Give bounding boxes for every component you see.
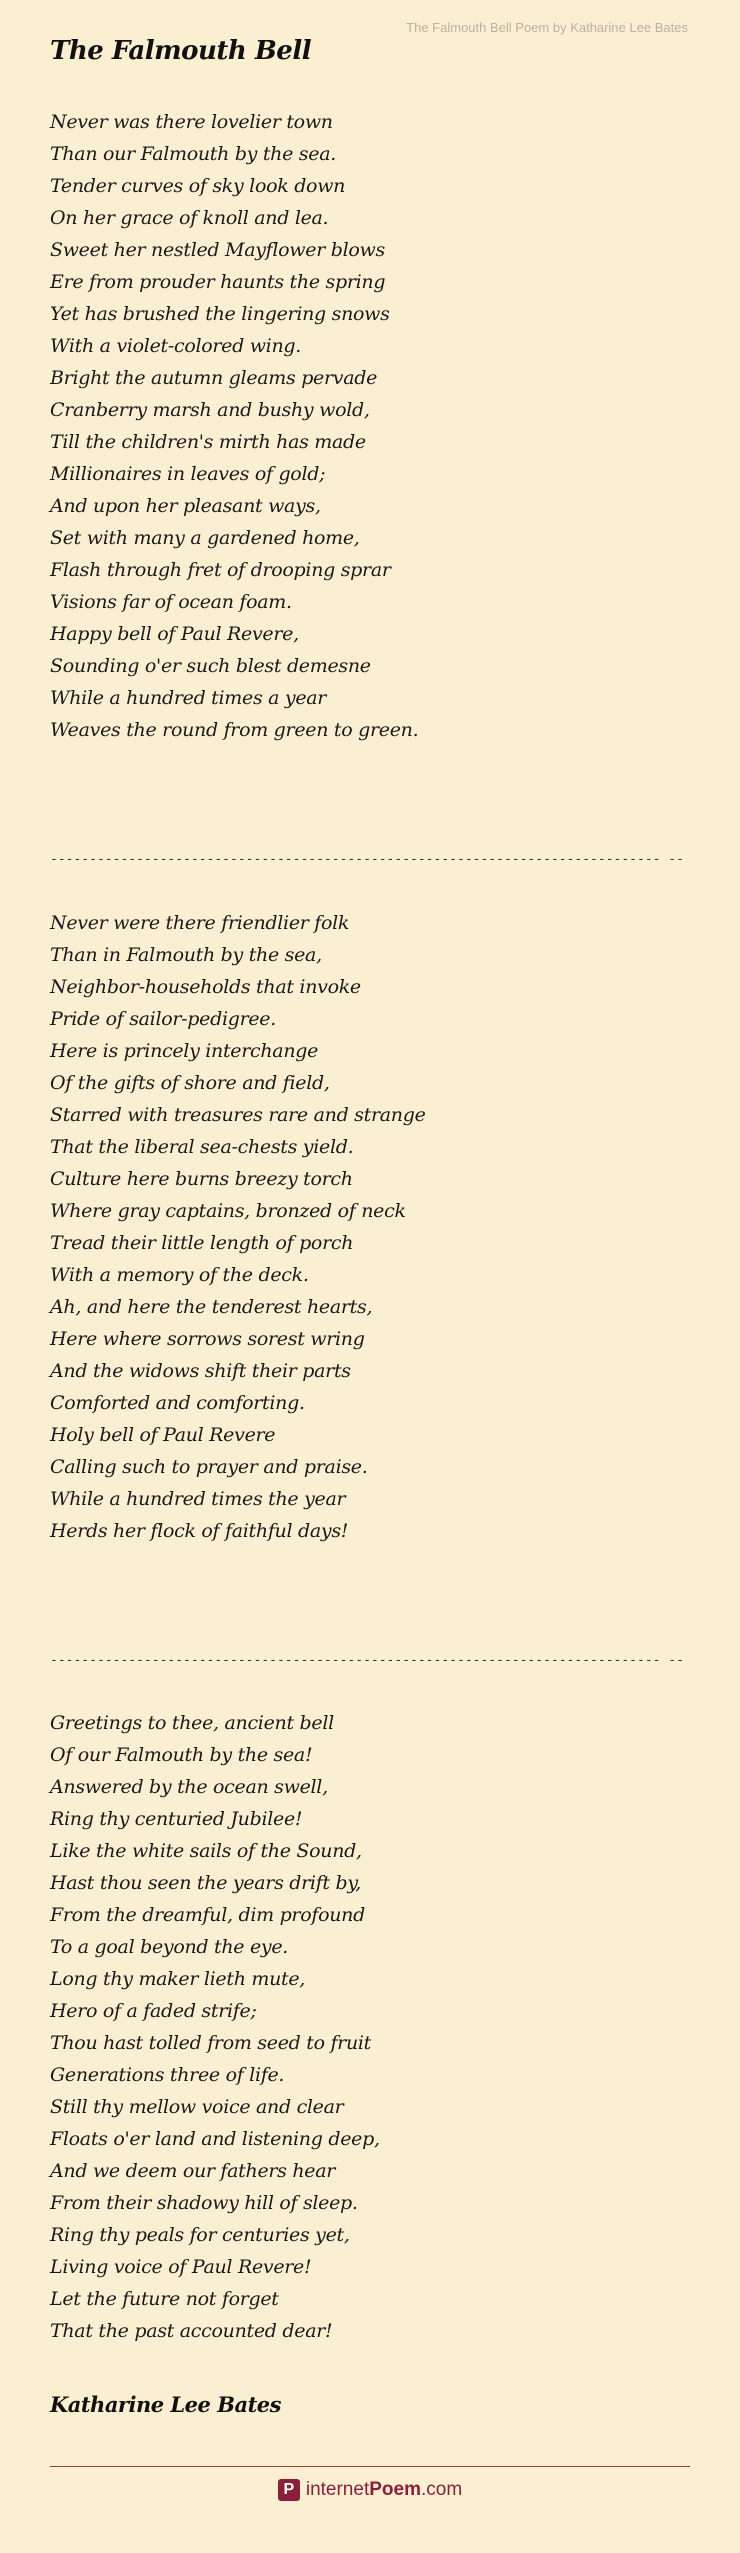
poem-line: Greetings to thee, ancient bell [50, 1712, 334, 1734]
poem-line: Ere from prouder haunts the spring [50, 271, 386, 293]
poem-line: While a hundred times a year [50, 687, 327, 709]
stanza-1 [50, 106, 690, 746]
poem-line: Cranberry marsh and bushy wold, [50, 399, 370, 421]
poem-line: That the liberal sea-chests yield. [50, 1136, 354, 1158]
poem-line: Tender curves of sky look down [50, 175, 346, 197]
poem-line: Like the white sails of the Sound, [50, 1840, 362, 1862]
watermark: The Falmouth Bell Poem by Katharine Lee Bates [406, 20, 688, 35]
poem-line: Happy bell of Paul Revere, [50, 623, 299, 645]
poem-line: Weaves the round from green to green. [50, 719, 419, 741]
poem-line: Never was there lovelier town [50, 111, 333, 133]
poem-line: Culture here burns breezy torch [50, 1168, 353, 1190]
stanza-2 [50, 907, 690, 1547]
poem-line: From the dreamful, dim profound [50, 1904, 365, 1926]
poem-line: Floats o'er land and listening deep, [50, 2128, 380, 2150]
poem-line: Sweet her nestled Mayflower blows [50, 239, 385, 261]
poem-line: Here where sorrows sorest wring [50, 1328, 365, 1350]
poem-line: Till the children's mirth has made [50, 431, 366, 453]
poem-line: Comforted and comforting. [50, 1392, 305, 1414]
poem-line: Generations three of life. [50, 2064, 285, 2086]
poem-line: Let the future not forget [50, 2288, 279, 2310]
poem-line: Ah, and here the tenderest hearts, [50, 1296, 373, 1318]
poem-line: Holy bell of Paul Revere [50, 1424, 276, 1446]
poem-line: Ring thy centuried Jubilee! [50, 1808, 303, 1830]
poem-line: Neighbor-households that invoke [50, 976, 361, 998]
poem-line: Pride of sailor-pedigree. [50, 1008, 276, 1030]
poem-line: With a violet-colored wing. [50, 335, 301, 357]
brand-text-com: .com [420, 2479, 463, 2500]
stanza-3 [50, 1707, 690, 2347]
poem-line: And we deem our fathers hear [50, 2160, 336, 2182]
poem-line: Here is princely interchange [50, 1040, 319, 1062]
poem-line: Living voice of Paul Revere! [50, 2256, 312, 2278]
poem-line: Still thy mellow voice and clear [50, 2096, 344, 2118]
poem-line: Hero of a faded strife; [50, 2000, 257, 2022]
poem-line: Flash through fret of drooping sprar [50, 559, 391, 581]
poem-line: Tread their little length of porch [50, 1232, 354, 1254]
poem-line: Thou hast tolled from seed to fruit [50, 2032, 372, 2054]
poem-line: That the past accounted dear! [50, 2320, 333, 2342]
poem-line: And upon her pleasant ways, [50, 495, 321, 517]
poem-line: With a memory of the deck. [50, 1264, 309, 1286]
poem-line: Visions far of ocean foam. [50, 591, 292, 613]
site-brand[interactable] [0, 2478, 740, 2501]
poem-line: Of our Falmouth by the sea! [50, 1744, 313, 1766]
brand-text-poem: Poem [369, 2479, 421, 2500]
poem-line: To a goal beyond the eye. [50, 1936, 289, 1958]
poem-line: Long thy maker lieth mute, [50, 1968, 306, 1990]
poem-author: Katharine Lee Bates [50, 2392, 281, 2417]
footer-divider [50, 2466, 690, 2467]
poem-line: Yet has brushed the lingering snows [50, 303, 390, 325]
poem-line: Millionaires in leaves of gold; [50, 463, 326, 485]
poem-line: On her grace of knoll and lea. [50, 207, 329, 229]
stanza-separator-1: ------------------------------------------------------------------------------ -- [50, 852, 684, 867]
poem-line: Of the gifts of shore and field, [50, 1072, 330, 1094]
stanza-separator-2: ------------------------------------------------------------------------------ -- [50, 1653, 684, 1668]
brand-text-internet: internet [305, 2479, 370, 2500]
poem-line: Than in Falmouth by the sea, [50, 944, 322, 966]
poem-line: And the widows shift their parts [50, 1360, 351, 1382]
poem-line: Hast thou seen the years drift by, [50, 1872, 362, 1894]
poem-line: Sounding o'er such blest demesne [50, 655, 371, 677]
poem-line: Set with many a gardened home, [50, 527, 360, 549]
poem-line: Calling such to prayer and praise. [50, 1456, 368, 1478]
poem-line: Where gray captains, bronzed of neck [50, 1200, 406, 1222]
poem-line: Bright the autumn gleams pervade [50, 367, 378, 389]
brand-logo-icon: P [278, 2479, 300, 2501]
poem-line: Ring thy peals for centuries yet, [50, 2224, 350, 2246]
poem-line: Herds her flock of faithful days! [50, 1520, 349, 1542]
poem-line: Answered by the ocean swell, [50, 1776, 328, 1798]
poem-line: Never were there friendlier folk [50, 912, 350, 934]
poem-line: While a hundred times the year [50, 1488, 346, 1510]
poem-line: Starred with treasures rare and strange [50, 1104, 426, 1126]
poem-line: From their shadowy hill of sleep. [50, 2192, 358, 2214]
poem-line: Than our Falmouth by the sea. [50, 143, 336, 165]
poem-title: The Falmouth Bell [50, 36, 312, 66]
